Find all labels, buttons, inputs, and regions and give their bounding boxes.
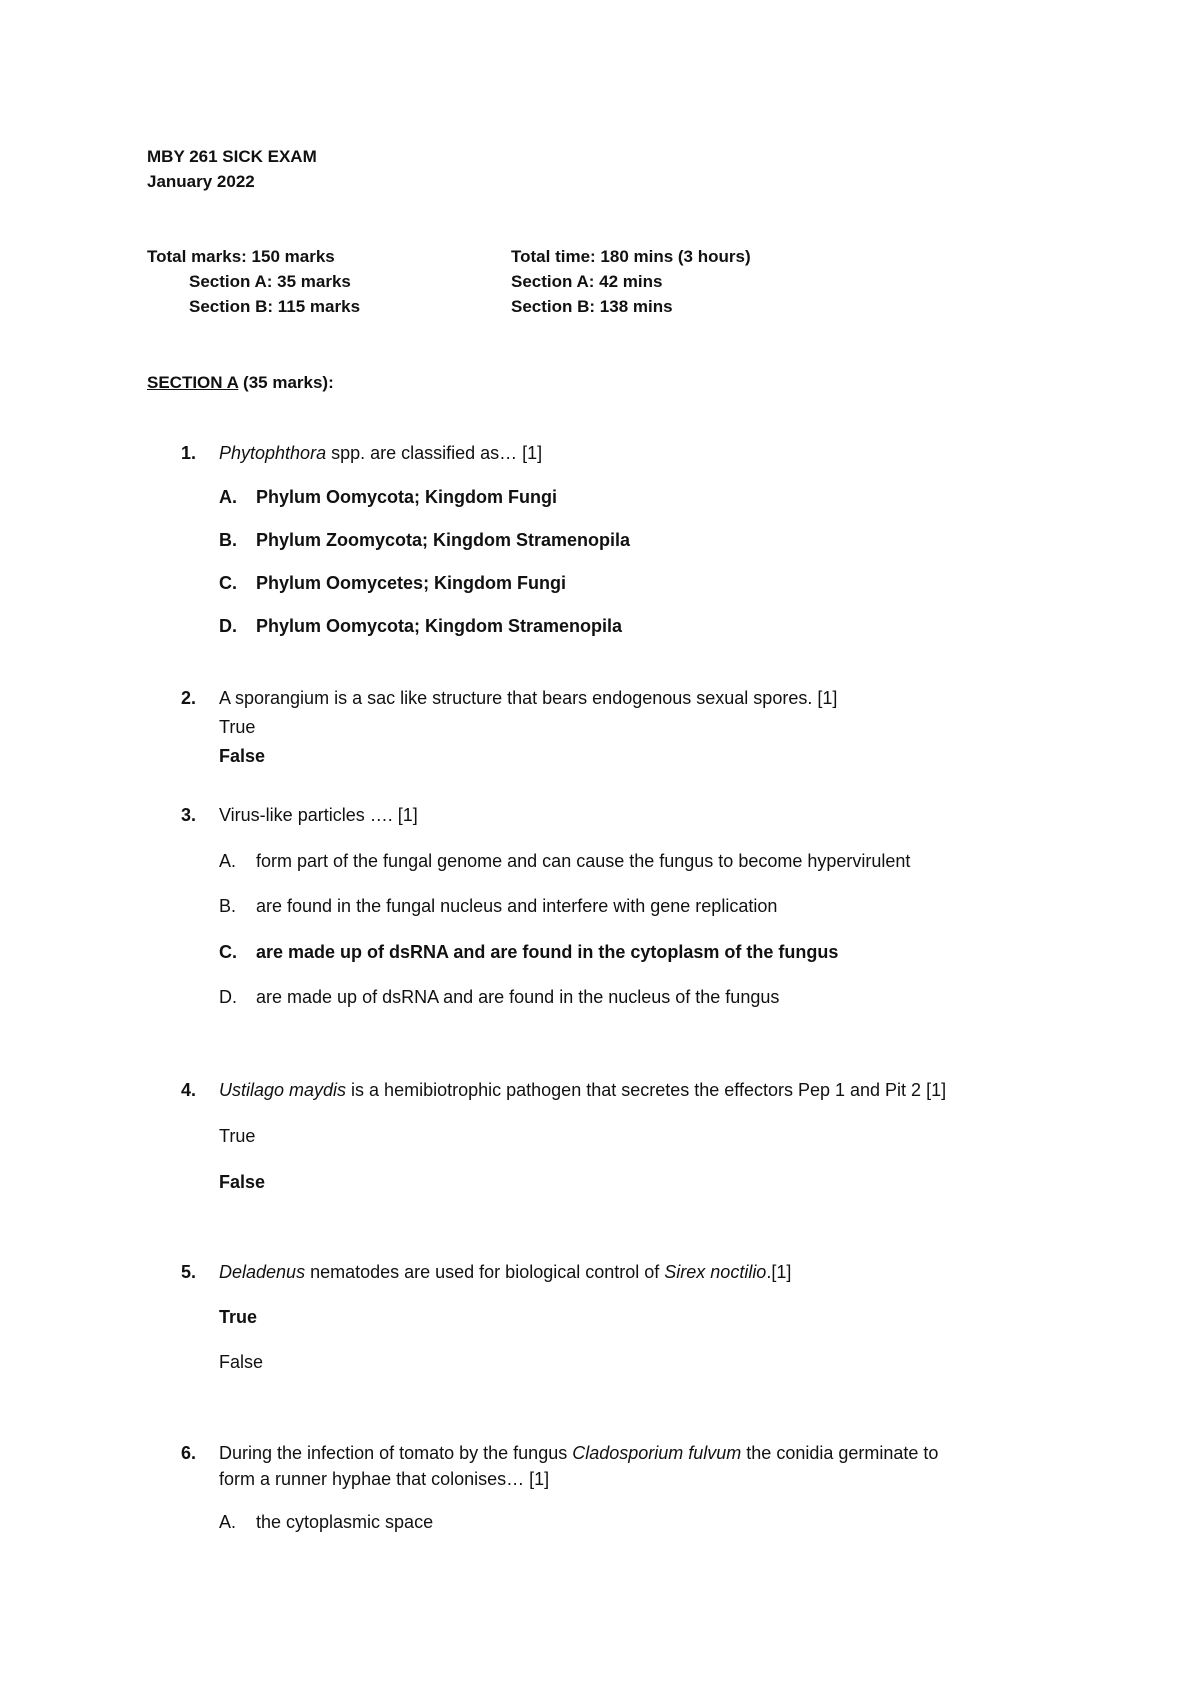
answer-option: C. are made up of dsRNA and are found in the cytoplasm of the fungus [219, 942, 839, 962]
section-a-title: SECTION A [147, 373, 239, 392]
question-text-continuation: form a runner hyphae that colonises… [1] [219, 1469, 550, 1489]
answer-option: A. Phylum Oomycota; Kingdom Fungi [219, 487, 557, 507]
answer-option: D. are made up of dsRNA and are found in the nucleus of the fungus [219, 987, 780, 1007]
answer-option: B. Phylum Zoomycota; Kingdom Stramenopila [219, 530, 631, 550]
answer-false: False [219, 746, 266, 766]
total-marks: Total marks: 150 marks [147, 247, 335, 266]
question-number: 5. [181, 1262, 197, 1282]
section-a-heading [147, 373, 334, 393]
answer-option: A. form part of the fungal genome and can cause the fungus to become hypervirulent [219, 851, 911, 871]
section-b-time: Section B: 138 mins [511, 297, 673, 316]
answer-false: False [219, 1352, 264, 1372]
answer-option: B. are found in the fungal nucleus and interfere with gene replication [219, 896, 778, 916]
answer-option: D. Phylum Oomycota; Kingdom Stramenopila [219, 616, 623, 636]
answer-false: False [219, 1172, 266, 1192]
question-text: During the infection of tomato by the fungus Cladosporium fulvum the conidia germinate to [219, 1443, 939, 1463]
answer-true: True [219, 1126, 256, 1146]
section-a-marks: Section A: 35 marks [189, 272, 351, 291]
section-a-marks-label: (35 marks): [238, 373, 334, 392]
question-number: 2. [181, 688, 197, 708]
course-title: MBY 261 SICK EXAM [147, 147, 317, 166]
answer-true: True [219, 717, 256, 737]
answer-true: True [219, 1307, 258, 1327]
question-text: A sporangium is a sac like structure that bears endogenous sexual spores. [1] [219, 688, 838, 708]
question-number: 3. [181, 805, 197, 825]
question-number: 1. [181, 443, 197, 463]
section-b-marks: Section B: 115 marks [189, 297, 361, 316]
question-number: 4. [181, 1080, 197, 1100]
exam-date: January 2022 [147, 172, 255, 191]
question-text: Phytophthora spp. are classified as… [1] [219, 443, 543, 463]
question-text: Virus-like particles …. [1] [219, 805, 418, 825]
answer-option: C. Phylum Oomycetes; Kingdom Fungi [219, 573, 567, 593]
question-number: 6. [181, 1443, 197, 1463]
answer-option: A. the cytoplasmic space [219, 1512, 434, 1532]
question-text: Ustilago maydis is a hemibiotrophic pathogen that secretes the effectors Pep 1 and Pit 2 [1] [219, 1080, 947, 1100]
total-time: Total time: 180 mins (3 hours) [511, 247, 751, 266]
section-a-time: Section A: 42 mins [511, 272, 663, 291]
question-text: Deladenus nematodes are used for biological control of Sirex noctilio.[1] [219, 1262, 792, 1282]
